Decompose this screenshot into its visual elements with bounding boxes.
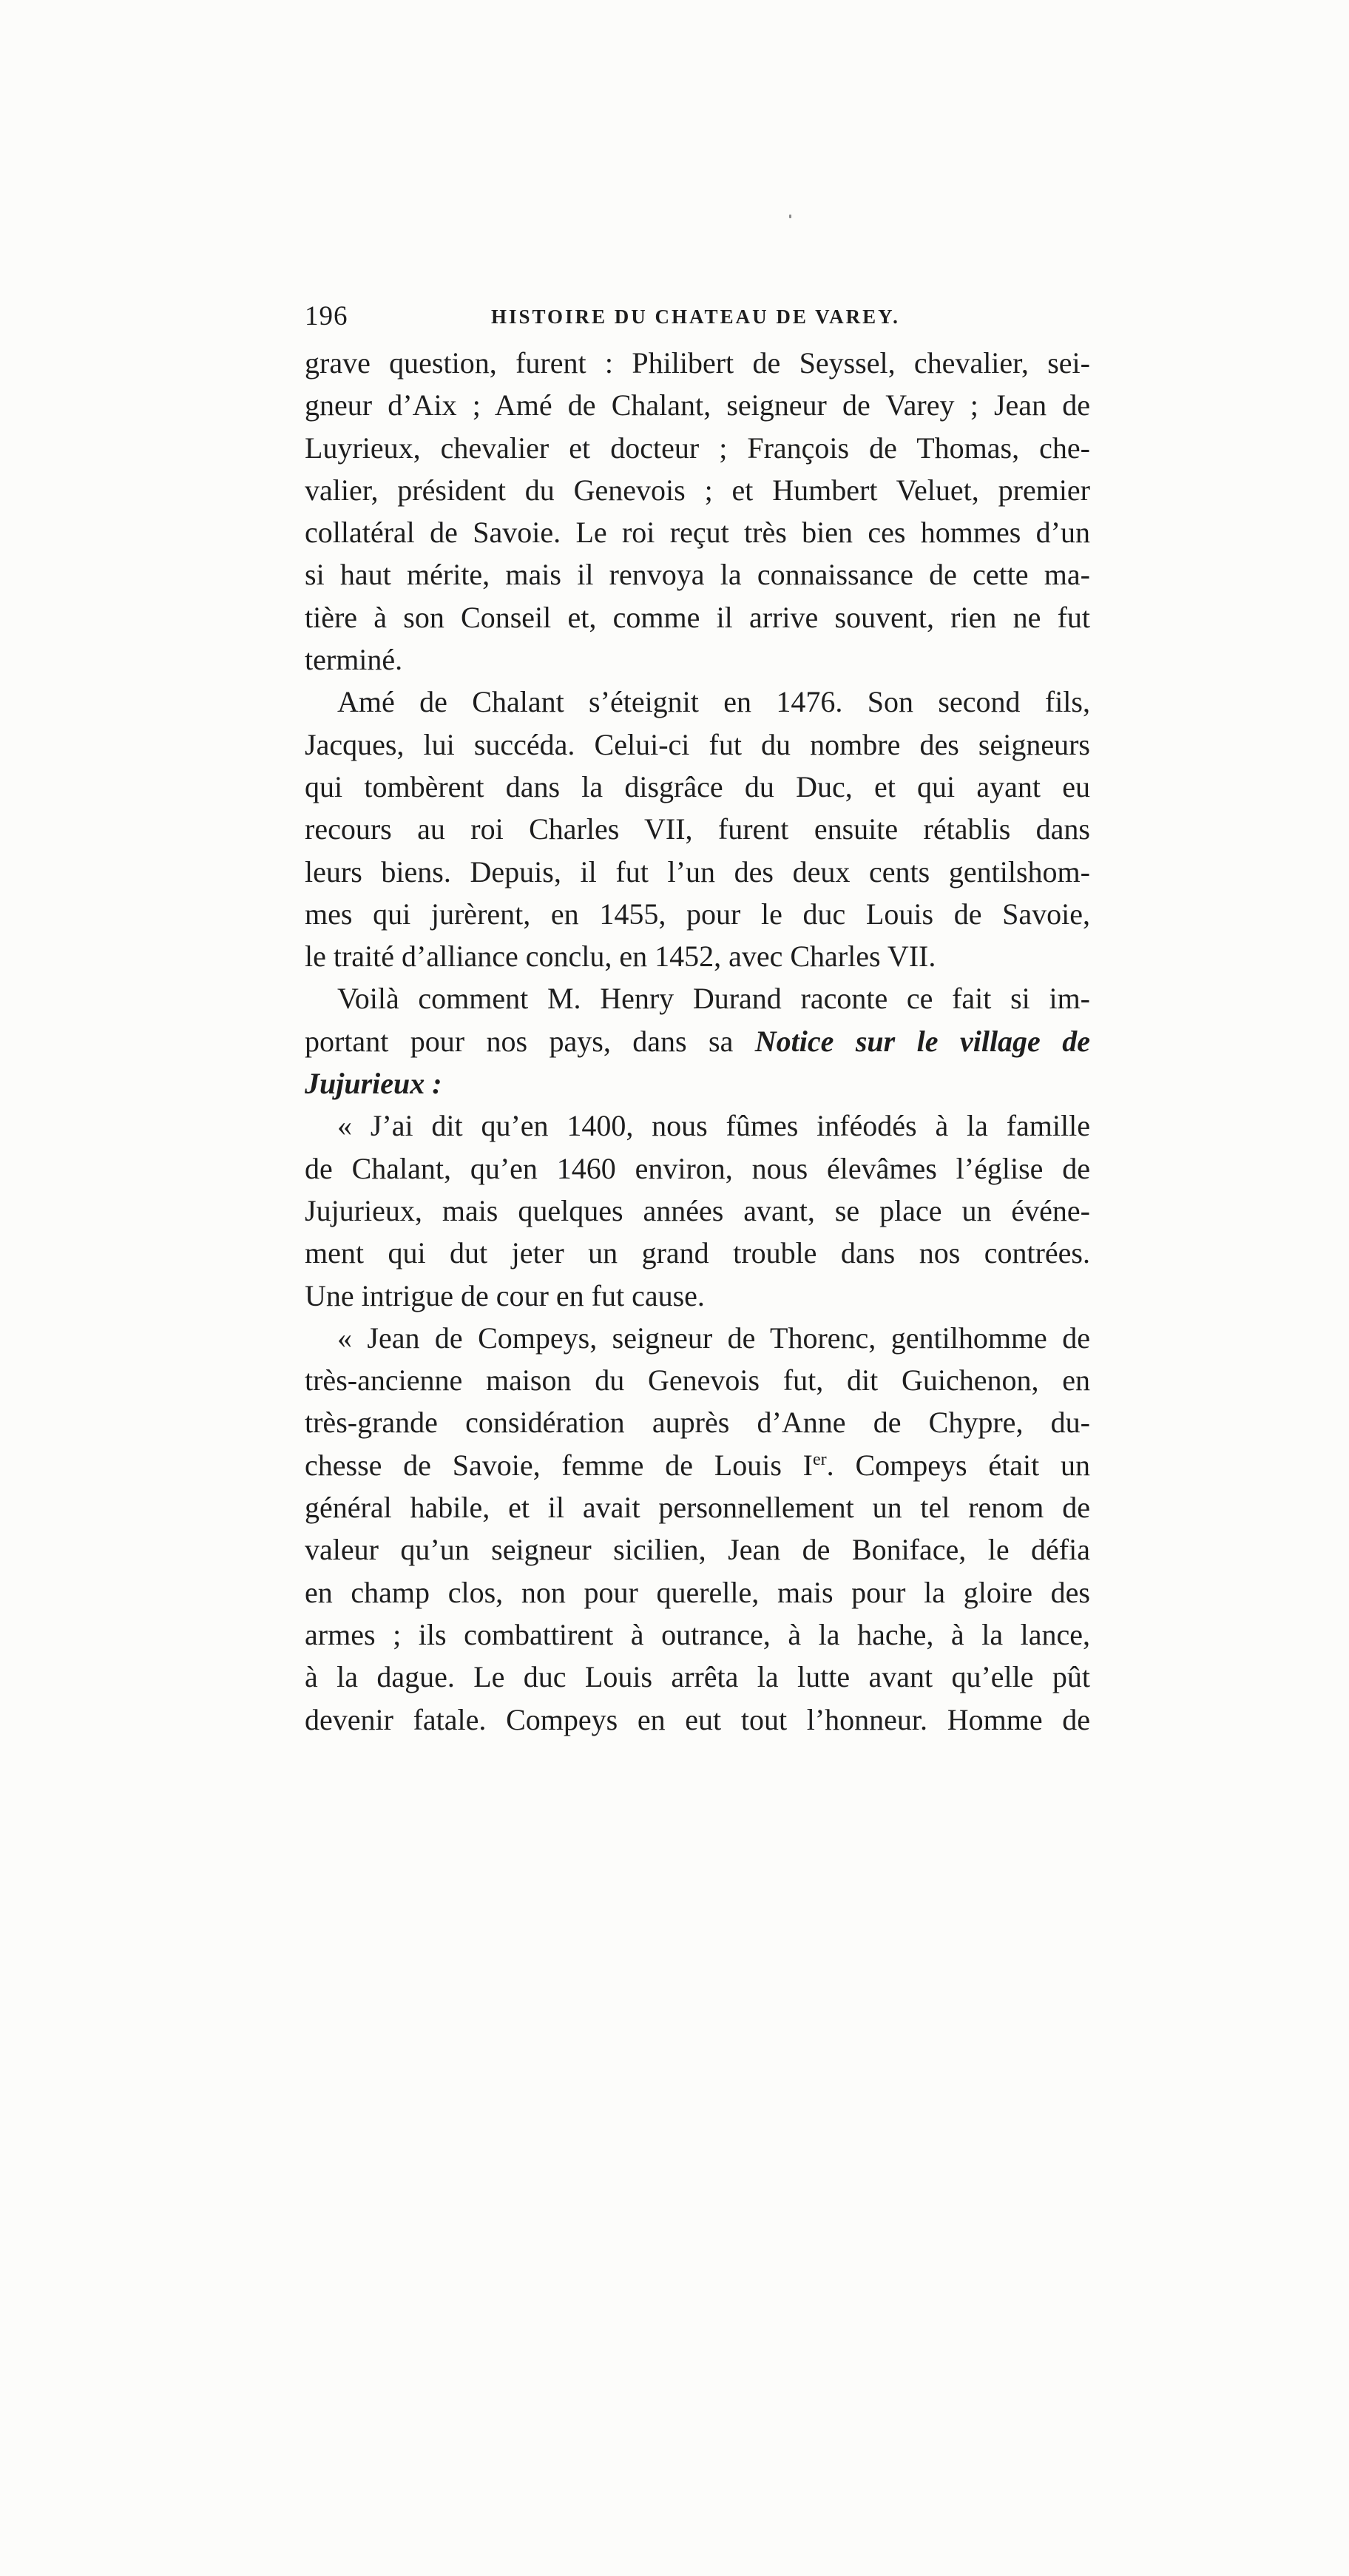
text-line: devenir fatale. Compeys en eut tout l’honneur. Homme de: [305, 1702, 1090, 1736]
page-header: [305, 294, 1090, 339]
text-segment: . Compeys était un: [826, 1448, 1090, 1482]
text-line: armes ; ils combattirent à outrance, à la hache, à la lance,: [305, 1617, 1090, 1651]
work-title: Notice sur le village de: [754, 1024, 1090, 1058]
text-line: valeur qu’un seigneur sicilien, Jean de Boniface, le défia: [305, 1533, 1090, 1567]
text-segment: portant pour nos pays, dans sa: [305, 1024, 755, 1058]
text-line: Amé de Chalant s’éteignit en 1476. Son second fils,: [337, 685, 1090, 719]
text-line: général habile, et il avait personnellement un tel renom de: [305, 1491, 1090, 1525]
text-line: Jacques, lui succéda. Celui-ci fut du nombre des seigneurs: [305, 727, 1090, 761]
text-line: Une intrigue de cour en fut cause.: [305, 1278, 705, 1312]
page-number: 196: [305, 301, 348, 331]
text-line: [305, 1020, 1090, 1062]
text-line: très-ancienne maison du Genevois fut, dit Guichenon, en: [305, 1363, 1090, 1397]
text-line: valier, président du Genevois ; et Humbert Veluet, premier: [305, 473, 1090, 507]
body-text: [305, 342, 1090, 1741]
text-line: gneur d’Aix ; Amé de Chalant, seigneur de Varey ; Jean de: [305, 388, 1090, 422]
text-line: très-grande considération auprès d’Anne de Chypre, du-: [305, 1406, 1090, 1440]
text-segment: chesse de Savoie, femme de Louis I: [305, 1448, 813, 1482]
text-line: à la dague. Le duc Louis arrêta la lutte avant qu’elle pût: [305, 1660, 1090, 1694]
ink-speck: [789, 215, 791, 218]
text-line: [305, 1444, 1090, 1486]
text-line: de Chalant, qu’en 1460 environ, nous élevâmes l’église de: [305, 1151, 1090, 1185]
text-line: collatéral de Savoie. Le roi reçut très bien ces hommes d’un: [305, 516, 1090, 550]
text-line: en champ clos, non pour querelle, mais pour la gloire des: [305, 1575, 1090, 1609]
text-line: « Jean de Compeys, seigneur de Thorenc, gentilhomme de: [337, 1321, 1090, 1355]
text-line: recours au roi Charles VII, furent ensuite rétablis dans: [305, 812, 1090, 846]
text-line: si haut mérite, mais il renvoya la connaissance de cette ma-: [305, 558, 1090, 592]
text-line: Luyrieux, chevalier et docteur ; François de Thomas, che-: [305, 431, 1090, 465]
running-title: HISTOIRE DU CHATEAU DE VAREY.: [491, 306, 900, 328]
text-line: grave question, furent : Philibert de Seyssel, chevalier, sei-: [305, 346, 1090, 380]
text-line: « J’ai dit qu’en 1400, nous fûmes inféodés à la famille: [337, 1109, 1090, 1143]
text-line: qui tombèrent dans la disgrâce du Duc, et qui ayant eu: [305, 769, 1090, 803]
text-line: tière à son Conseil et, comme il arrive souvent, rien ne fut: [305, 600, 1090, 634]
text-line: Voilà comment M. Henry Durand raconte ce fait si im-: [337, 982, 1090, 1016]
text-line: le traité d’alliance conclu, en 1452, avec Charles VII.: [305, 940, 936, 974]
text-line: Jujurieux :: [305, 1067, 442, 1101]
superscript: er: [813, 1449, 827, 1469]
text-line: Jujurieux, mais quelques années avant, se place un événe-: [305, 1193, 1090, 1227]
text-line: mes qui jurèrent, en 1455, pour le duc Louis de Savoie,: [305, 897, 1090, 931]
text-line: ment qui dut jeter un grand trouble dans nos contrées.: [305, 1236, 1090, 1270]
text-line: terminé.: [305, 643, 403, 677]
text-line: leurs biens. Depuis, il fut l’un des deux cents gentilshom-: [305, 854, 1090, 889]
